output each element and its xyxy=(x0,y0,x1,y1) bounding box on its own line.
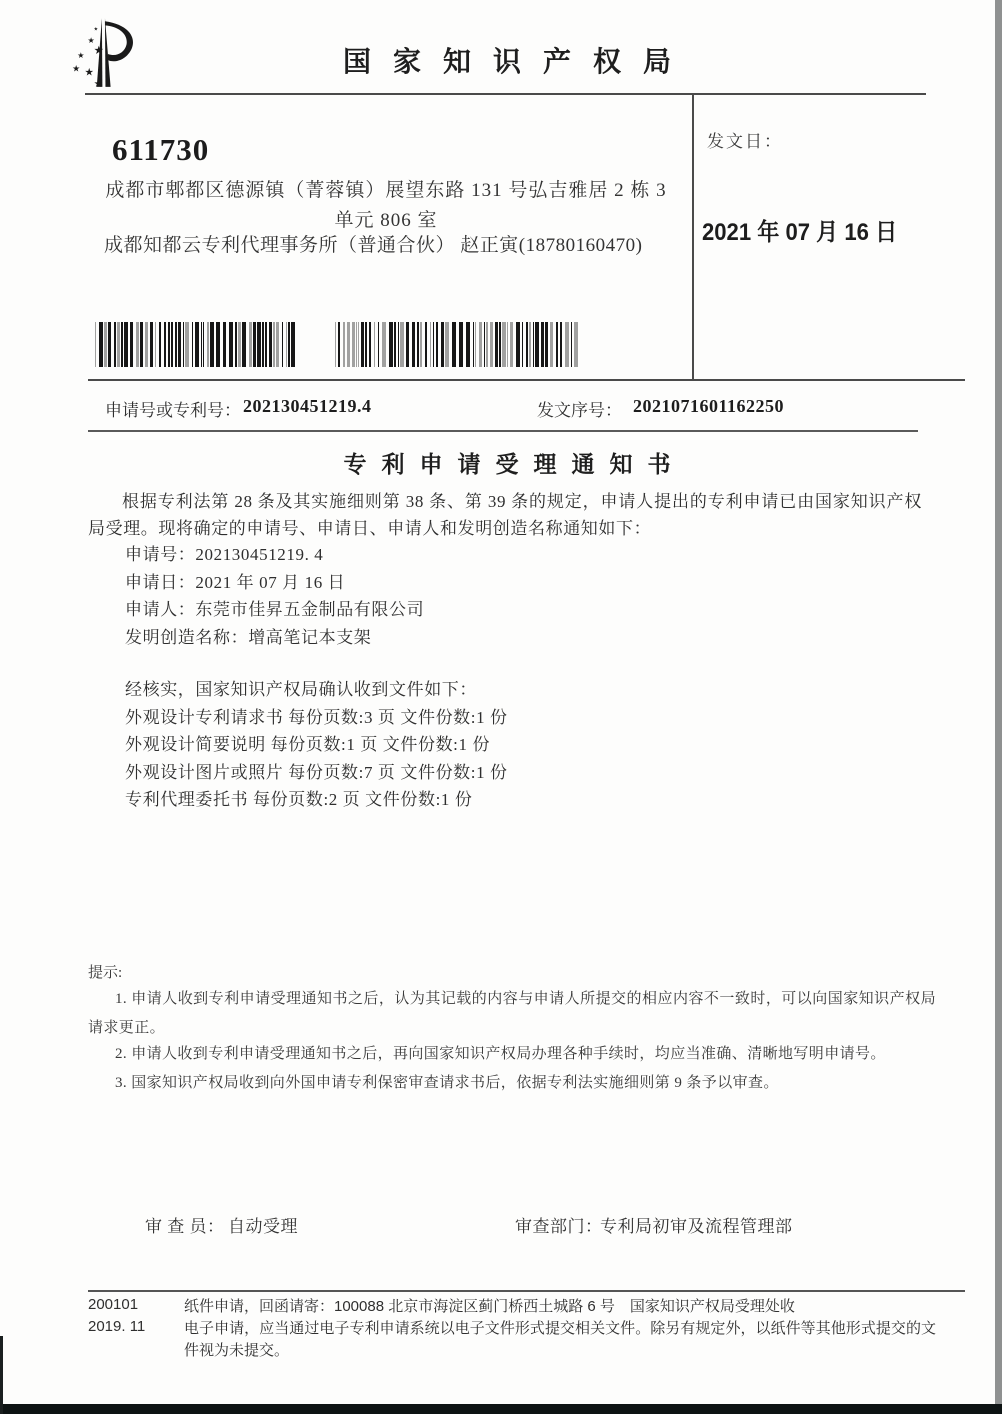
svg-text:★: ★ xyxy=(77,51,85,61)
examiner-value: 自动受理 xyxy=(228,1217,298,1236)
barcode-left xyxy=(95,322,296,367)
received-doc-poa: 专利代理委托书 每份页数:2 页 文件份数:1 份 xyxy=(125,790,473,809)
received-documents xyxy=(125,676,508,814)
svg-text:★: ★ xyxy=(93,26,99,33)
footer-form-code: 200101 xyxy=(88,1296,139,1313)
department-value: 专利局初审及流程管理部 xyxy=(600,1217,793,1236)
tip-item-1: 1. 申请人收到专利申请受理通知书之后，认为其记载的内容与申请人所提交的相应内容不一致时，可以向国家知识产权局请求更正。 xyxy=(88,991,936,1036)
footer-paper-instruction: 纸件申请，回函请寄：100088 北京市海淀区蓟门桥西土城路 6 号 国家知识产权局受理处收 xyxy=(184,1298,795,1315)
footer-rule xyxy=(88,1290,965,1292)
barcode-right xyxy=(335,322,578,367)
serial-number-value: 2021071601162250 xyxy=(633,396,785,416)
agency-title: 国家知识产权局 xyxy=(342,47,693,78)
tips-label: 提示: xyxy=(88,965,123,981)
date-box-divider xyxy=(692,94,694,380)
field-application-number: 申请号：202130451219. 4 xyxy=(125,545,324,564)
intro-paragraph: 根据专利法第 28 条及其实施细则第 38 条、第 39 条的规定，申请人提出的专利申请已由国家知识产权局受理。现将确定的申请号、申请日、申请人和发明创造名称通知如下： xyxy=(88,492,922,538)
scan-edge-left xyxy=(0,1336,3,1414)
scan-edge-bottom xyxy=(0,1404,1002,1414)
footer-electronic-instruction: 电子申请，应当通过电子专利申请系统以电子文件形式提交相关文件。除另有规定外，以纸件等其他形式提交的文件视为未提交。 xyxy=(184,1320,936,1359)
agent-line: 成都知都云专利代理事务所（普通合伙） 赵正寅(18780160470) xyxy=(104,235,643,256)
svg-text:★: ★ xyxy=(87,35,95,45)
scan-edge-right xyxy=(995,0,1002,1414)
svg-text:★: ★ xyxy=(84,67,94,79)
footer-form-date: 2019. 11 xyxy=(88,1318,146,1335)
tip-item-3: 3. 国家知识产权局收到向外国申请专利保密审查请求书后，依据专利法实施细则第 9 条予以审查。 xyxy=(115,1075,779,1091)
field-invention-title: 发明创造名称：增高笔记本支架 xyxy=(125,627,372,647)
footer-instructions xyxy=(184,1296,936,1362)
received-doc-pictures: 外观设计图片或照片 每份页数:7 页 文件份数:1 份 xyxy=(125,762,508,782)
svg-text:★: ★ xyxy=(93,45,104,58)
serial-number-label: 发文序号： xyxy=(537,401,622,420)
received-doc-brief: 外观设计简要说明 每份页数:1 页 文件份数:1 份 xyxy=(125,735,491,754)
header-rule xyxy=(85,93,926,95)
mid-rule xyxy=(88,379,965,381)
department-label: 审查部门： xyxy=(515,1217,603,1236)
postal-code: 611730 xyxy=(112,132,210,167)
numbers-rule xyxy=(88,430,918,432)
svg-text:★: ★ xyxy=(93,78,103,90)
field-application-date: 申请日：2021 年 07 月 16 日 xyxy=(125,572,346,592)
issue-date-value: 2021 年 07 月 16 日 xyxy=(702,219,898,246)
recipient-address: 成都市郫都区德源镇（菁蓉镇）展望东路 131 号弘吉雅居 2 栋 3 单元 806 室 xyxy=(105,180,667,231)
application-number-label: 申请号或专利号： xyxy=(105,401,241,420)
svg-text:★: ★ xyxy=(72,63,81,74)
issue-date-label: 发文日： xyxy=(707,132,783,151)
tip-item-2: 2. 申请人收到专利申请受理通知书之后，再向国家知识产权局办理各种手续时，均应当准确、清晰地写明申请号。 xyxy=(115,1046,886,1062)
notice-title: 专利申请受理通知书 xyxy=(343,452,686,477)
application-number-value: 202130451219.4 xyxy=(243,396,372,416)
received-doc-request: 外观设计专利请求书 每份页数:3 页 文件份数:1 份 xyxy=(125,707,508,727)
application-fields xyxy=(125,541,424,651)
field-applicant: 申请人：东莞市佳昇五金制品有限公司 xyxy=(125,600,425,619)
received-intro: 经核实，国家知识产权局确认收到文件如下： xyxy=(125,680,477,699)
examiner-label: 审 查 员： xyxy=(145,1217,225,1236)
